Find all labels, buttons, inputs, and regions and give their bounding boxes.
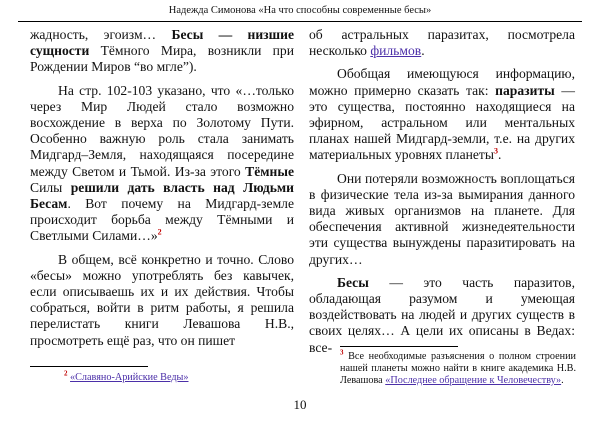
left-paragraph-3: В общем, всё конкретно и точно. Слово «бесы» можно употреблять без кавычек, если описываешь их и их действия. Чтобы собраться, войти в ритм работы, я решила перелистать книги Левашова Н.В., просмотреть ещё раз, что он пишет	[30, 251, 294, 348]
footnote-right	[340, 348, 576, 387]
left-paragraph-1	[30, 27, 294, 76]
footnote-number: 3	[340, 348, 344, 357]
bold-text: решили дать власть над Людьми Бесам	[30, 179, 294, 212]
text: . Вот почему на Мидгард-земле происходит борьба между Тёмными и Светлыми Силами…»	[30, 196, 294, 244]
right-paragraph-3: Они потеряли возможность воплощаться в физические тела из-за вымирания данного вида живых организмов на планете. Для обеспечения активной жизнедеятельности эти существа вынуждены паразитировать на других…	[309, 170, 575, 267]
footnote-link[interactable]: «Последнее обращение к Человечеству»	[385, 375, 562, 386]
text: На стр. 102-103 указано, что «…только через Мир Людей стало возможно восхождение в верха по Золотому Пути. Особенно важную роль стала занимать Мидгард–Земля, находящаяся посередине между Светом и Тьмой. Из-за этого	[30, 82, 294, 179]
footnote-number: 2	[64, 369, 68, 378]
footnote-text: Все необходимые разъяснения о полном строении нашей планеты можно найти в книге академика Н.В. Левашова	[340, 351, 576, 386]
text: — это существа, постоянно находящиеся на эфирном, астральном или ментальных планах нашей Мидгард-земли, т.е. на других материальных уровнях планеты	[309, 82, 575, 163]
bold-text: Бесы — низшие сущности	[30, 27, 294, 59]
page-number: 10	[293, 397, 307, 412]
bold-text: Тёмные	[245, 163, 294, 179]
text: .	[421, 43, 425, 59]
left-column	[30, 27, 294, 349]
footnote-link[interactable]: «Славяно-Арийские Веды»	[70, 372, 189, 383]
right-column	[309, 27, 575, 356]
header-rule	[18, 21, 582, 22]
text: — это часть паразитов, обладающая разумом и умеющая воздействовать на людей и других существ в своих целях… А цели их описаны в Ведах: все-	[309, 274, 575, 355]
right-paragraph-1	[309, 27, 575, 59]
footnote-rule-right	[340, 346, 458, 347]
left-paragraph-2	[30, 83, 294, 245]
footnote-rule-left	[30, 366, 148, 367]
right-paragraph-4	[309, 275, 575, 356]
text: об астральных паразитах, посмотрела несколько	[309, 27, 575, 59]
text: Тёмного Мира, возникли при Рождении Миров “во мгле”).	[30, 43, 294, 75]
running-header: Надежда Симонова «На что способны современные бесы»	[168, 5, 432, 16]
right-paragraph-2	[309, 66, 575, 163]
text: .	[497, 147, 502, 163]
bold-text: Бесы	[337, 274, 369, 290]
text: Обобщая имеющуюся информацию, можно примерно сказать так:	[309, 66, 575, 98]
footnote-ref[interactable]: 3	[493, 146, 498, 156]
footnote-left	[64, 369, 264, 384]
text: жадность, эгоизм…	[30, 27, 172, 42]
bold-text: паразиты	[495, 82, 555, 98]
text: .	[561, 375, 564, 386]
text: Силы	[30, 179, 71, 195]
films-link[interactable]: фильмов	[370, 43, 422, 59]
footnote-ref[interactable]: 2	[157, 227, 162, 237]
